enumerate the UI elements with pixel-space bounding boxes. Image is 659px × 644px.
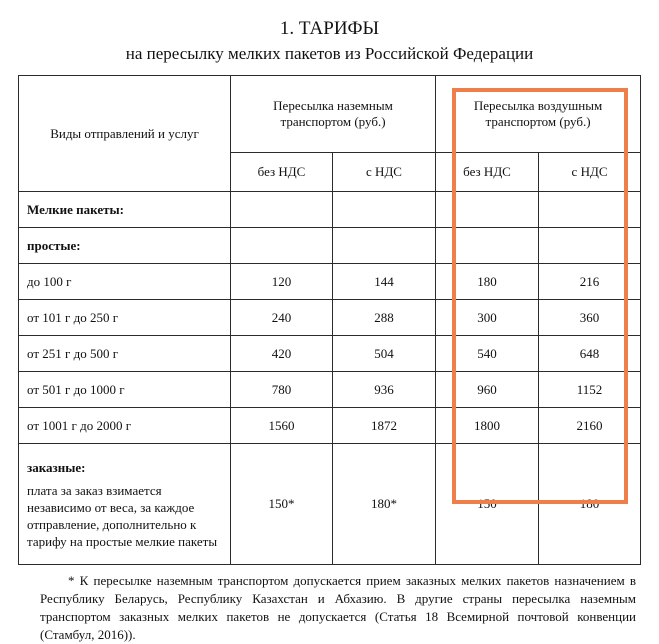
air-vat-value: 360 [539, 300, 641, 336]
header-services: Виды отправлений и услуг [19, 76, 231, 192]
air-no-vat-value: 180 [436, 264, 539, 300]
air-vat-value: 648 [539, 336, 641, 372]
ground-vat-value: 504 [333, 336, 436, 372]
registered-description: плата за заказ взимается независимо от веса, за каждое отправление, дополнительно к тарифу на простые мелкие пакеты [27, 482, 218, 549]
footnote: * К пересылке наземным транспортом допускается прием заказных мелких пакетов назначением в Республику Беларусь, Республику Казахстан и Абхазию. В другие страны пересылка наземным транспортом заказных мелких пакетов не допускается (Статья 18 Всемирной почтовой конвенции (Стамбул, 2016)). [40, 573, 636, 642]
page-subtitle: на пересылку мелких пакетов из Российской Федерации [125, 44, 534, 63]
ground-no-vat-value: 120 [231, 264, 333, 300]
empty-cell [436, 192, 539, 228]
registered-ground-no-vat: 150* [231, 444, 333, 565]
ground-vat-value: 288 [333, 300, 436, 336]
empty-cell [231, 192, 333, 228]
table-row-registered [19, 444, 641, 565]
ground-no-vat-value: 240 [231, 300, 333, 336]
registered-air-vat: 180 [539, 444, 641, 565]
empty-cell [539, 192, 641, 228]
ground-no-vat-value: 780 [231, 372, 333, 408]
table-row [19, 408, 641, 444]
ground-vat-value: 144 [333, 264, 436, 300]
section-small-packets: Мелкие пакеты: [19, 192, 231, 228]
weight-label: от 101 г до 250 г [19, 300, 231, 336]
empty-cell [333, 192, 436, 228]
air-vat-value: 1152 [539, 372, 641, 408]
ground-no-vat-value: 1560 [231, 408, 333, 444]
air-no-vat-value: 300 [436, 300, 539, 336]
empty-cell [539, 228, 641, 264]
header-ground: Пересылка наземным транспортом (руб.) [231, 76, 436, 153]
section-row-small-packets [19, 192, 641, 228]
ground-no-vat-value: 420 [231, 336, 333, 372]
air-no-vat-value: 540 [436, 336, 539, 372]
registered-cell [19, 444, 231, 565]
weight-label: от 251 г до 500 г [19, 336, 231, 372]
section-simple: простые: [19, 228, 231, 264]
table-row [19, 264, 641, 300]
air-vat-value: 216 [539, 264, 641, 300]
empty-cell [333, 228, 436, 264]
table-header-row [19, 76, 641, 153]
air-no-vat-value: 960 [436, 372, 539, 408]
registered-heading: заказные: [27, 459, 86, 475]
weight-label: от 501 г до 1000 г [19, 372, 231, 408]
registered-air-no-vat: 150 [436, 444, 539, 565]
subheader-ground-vat: с НДС [333, 153, 436, 192]
section-row-simple [19, 228, 641, 264]
tariffs-table [18, 75, 641, 565]
ground-vat-value: 1872 [333, 408, 436, 444]
air-vat-value: 2160 [539, 408, 641, 444]
subheader-air-vat: с НДС [539, 153, 641, 192]
empty-cell [436, 228, 539, 264]
air-no-vat-value: 1800 [436, 408, 539, 444]
subheader-air-no-vat: без НДС [436, 153, 539, 192]
registered-ground-vat: 180* [333, 444, 436, 565]
page-title: 1. ТАРИФЫ [279, 18, 380, 39]
weight-label: от 1001 г до 2000 г [19, 408, 231, 444]
weight-label: до 100 г [19, 264, 231, 300]
table-row [19, 300, 641, 336]
empty-cell [231, 228, 333, 264]
header-air: Пересылка воздушным транспортом (руб.) [436, 76, 641, 153]
ground-vat-value: 936 [333, 372, 436, 408]
subheader-ground-no-vat: без НДС [231, 153, 333, 192]
table-row [19, 372, 641, 408]
table-row [19, 336, 641, 372]
